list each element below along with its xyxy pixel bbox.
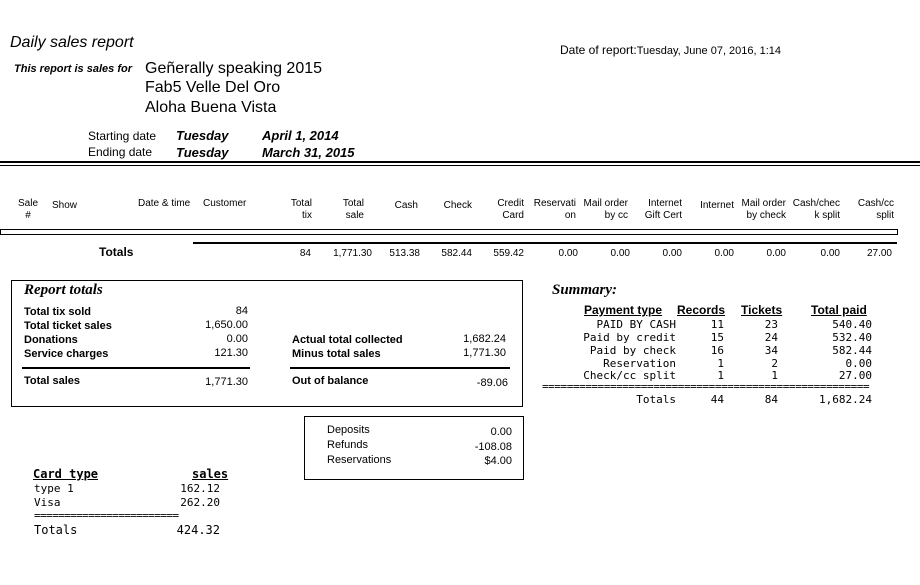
- summary-header-payment-type: Payment type: [584, 303, 663, 317]
- ending-date: March 31, 2015: [262, 145, 355, 160]
- col-res-line1: Reservati: [533, 198, 576, 209]
- minus-total-sales-value: 1,771.30: [463, 347, 506, 359]
- summary-row-4-records: 1: [717, 357, 724, 370]
- total-cash-value: 513.38: [389, 248, 420, 259]
- reservations-value: $4.00: [484, 455, 512, 467]
- col-sale-line1: Sale: [17, 198, 38, 209]
- col-cash-line1: Cash: [394, 200, 418, 211]
- total-internet-value: 0.00: [714, 248, 734, 259]
- ending-day: Tuesday: [176, 145, 229, 160]
- col-credit-line1: Credit: [497, 198, 524, 209]
- col-res-line2: on: [564, 210, 576, 221]
- total-sale-value: 1,771.30: [333, 248, 372, 259]
- summary-row-4-paid: 0.00: [845, 357, 872, 370]
- summary-row-3-type: Paid by check: [589, 344, 676, 357]
- totals-rule: [193, 242, 897, 244]
- col-igc-line1: Internet: [648, 198, 682, 209]
- report-date: [560, 43, 781, 57]
- col-internet-gift-cert: [632, 198, 682, 222]
- header-divider-bottom: [0, 165, 920, 166]
- actual-collected-label: Actual total collected: [292, 334, 403, 346]
- out-of-balance-label: Out of balance: [292, 375, 369, 387]
- summary-header-tickets: Tickets: [741, 303, 783, 317]
- report-for-label: This report is sales for: [14, 63, 132, 75]
- summary-row-1-tickets: 23: [764, 318, 778, 331]
- total-tix-sold-value: 84: [235, 305, 248, 317]
- total-mail-cc-value: 0.00: [610, 248, 630, 259]
- card-totals-value: 424.32: [176, 523, 220, 537]
- card-row-2-type: Visa: [34, 496, 61, 509]
- deposits-label: Deposits: [327, 424, 370, 436]
- col-customer-line1: Customer: [203, 198, 247, 209]
- refunds-value: -108.08: [474, 441, 512, 453]
- summary-row-2-type: Paid by credit: [583, 331, 676, 344]
- col-date-line1: Date & time: [138, 198, 191, 209]
- col-internet-line1: Internet: [700, 200, 734, 211]
- col-reservation: [530, 198, 576, 222]
- col-sale: [16, 198, 40, 222]
- col-cash-cc-split: [848, 198, 894, 222]
- venue-line-3: Aloha Buena Vista: [145, 99, 277, 116]
- table-totals-label: Totals: [99, 245, 134, 259]
- col-mail-order-check: [734, 198, 786, 222]
- total-mail-check-value: 0.00: [766, 248, 786, 259]
- summary-header-records: Records: [677, 303, 726, 317]
- col-tix-line2: tix: [302, 210, 312, 221]
- col-check: [430, 200, 472, 212]
- venue-line-1: Geñerally speaking 2015: [145, 60, 323, 77]
- col-igc-line2: Gift Cert: [644, 210, 682, 221]
- out-of-balance-value: -89.06: [476, 377, 508, 389]
- venue-line-2: Fab5 Velle Del Oro: [145, 79, 281, 96]
- report-totals-title: Report totals: [24, 282, 103, 298]
- total-reservation-value: 0.00: [558, 248, 578, 259]
- summary-separator: =====================================================: [542, 380, 870, 393]
- card-totals-label: Totals: [34, 523, 78, 537]
- ending-date-label: Ending date: [88, 145, 153, 159]
- col-mock-line1: Mail order: [741, 198, 786, 209]
- total-ticket-sales-label: Total ticket sales: [24, 320, 112, 332]
- summary-totals-tickets: 84: [764, 393, 778, 406]
- summary-row-3-tickets: 34: [764, 344, 778, 357]
- summary-row-5-records: 1: [717, 369, 724, 382]
- donations-value: 0.00: [226, 333, 248, 345]
- summary-row-2-tickets: 24: [764, 331, 778, 344]
- total-sales-value: 1,771.30: [205, 376, 248, 388]
- donations-label: Donations: [24, 334, 78, 346]
- starting-day: Tuesday: [176, 128, 229, 143]
- total-check-value: 582.44: [441, 248, 472, 259]
- total-gift-cert-value: 0.00: [662, 248, 682, 259]
- header-divider-top: [0, 161, 920, 163]
- total-check-split-value: 0.00: [820, 248, 840, 259]
- summary-row-3-paid: 582.44: [832, 344, 872, 357]
- summary-row-2-paid: 532.40: [832, 331, 872, 344]
- card-separator: ========================: [34, 509, 179, 522]
- col-mail-order-cc: [578, 198, 628, 222]
- summary-totals-label: Totals: [636, 393, 676, 406]
- total-sales-label: Total sales: [24, 375, 81, 387]
- total-tix-value: 84: [299, 248, 311, 259]
- col-cash: [378, 200, 418, 212]
- summary-totals-records: 44: [710, 393, 724, 406]
- col-show-line1: Show: [52, 200, 78, 211]
- card-row-1-sales: 162.12: [180, 482, 220, 495]
- summary-row-1-type: PAID BY CASH: [596, 318, 676, 331]
- actual-collected-value: 1,682.24: [463, 333, 506, 345]
- col-show: [52, 200, 77, 212]
- refunds-label: Refunds: [327, 439, 368, 451]
- total-ticket-sales-value: 1,650.00: [205, 319, 248, 331]
- col-internet: [690, 200, 734, 212]
- summary-row-5-tickets: 1: [771, 369, 778, 382]
- service-charges-value: 121.30: [214, 347, 248, 359]
- col-ccs-line2: k split: [814, 210, 840, 221]
- col-credit-line2: Card: [502, 210, 524, 221]
- summary-header-total-paid: Total paid: [811, 303, 867, 317]
- summary-row-3-records: 16: [710, 344, 724, 357]
- report-date-value: Tuesday, June 07, 2016, 1:14: [636, 45, 782, 57]
- col-mock-line2: by check: [746, 210, 786, 221]
- report-title: Daily sales report: [10, 34, 134, 51]
- card-row-2-sales: 262.20: [180, 496, 220, 509]
- col-total-sale: [324, 198, 364, 222]
- total-credit-value: 559.42: [493, 248, 524, 259]
- col-ccs-line1: Cash/chec: [792, 198, 840, 209]
- card-sales-header: sales: [192, 467, 229, 481]
- summary-row-1-records: 11: [710, 318, 724, 331]
- summary-row-4-type: Reservation: [603, 357, 676, 370]
- summary-row-4-tickets: 2: [771, 357, 778, 370]
- col-sale-total-line1: Total: [342, 198, 364, 209]
- col-date-time: [138, 198, 190, 210]
- col-customer: [203, 198, 246, 210]
- summary-totals-paid: 1,682.24: [819, 393, 872, 406]
- starting-date: April 1, 2014: [262, 128, 339, 143]
- col-credit-card: [484, 198, 524, 222]
- col-mocc-line1: Mail order: [583, 198, 628, 209]
- col-cccs-line2: split: [876, 210, 894, 221]
- table-header-border: [0, 229, 898, 235]
- col-mocc-line2: by cc: [604, 210, 628, 221]
- col-cash-check-split: [788, 198, 840, 222]
- card-row-1-type: type 1: [34, 482, 74, 495]
- col-check-line1: Check: [443, 200, 472, 211]
- deposits-value: 0.00: [490, 426, 512, 438]
- service-charges-label: Service charges: [24, 348, 109, 360]
- balance-rule: [290, 367, 510, 369]
- summary-row-2-records: 15: [710, 331, 724, 344]
- total-tix-sold-label: Total tix sold: [24, 306, 92, 318]
- summary-row-1-paid: 540.40: [832, 318, 872, 331]
- total-cc-split-value: 27.00: [866, 248, 892, 259]
- summary-row-5-type: Check/cc split: [583, 369, 676, 382]
- minus-total-sales-label: Minus total sales: [292, 348, 381, 360]
- report-date-label: Date of report:: [560, 43, 637, 57]
- col-sale-total-line2: sale: [345, 210, 364, 221]
- starting-date-label: Starting date: [88, 129, 157, 143]
- col-total-tix: [272, 198, 312, 222]
- col-tix-line1: Total: [290, 198, 312, 209]
- card-type-header: Card type: [33, 467, 99, 481]
- col-cccs-line1: Cash/cc: [857, 198, 894, 209]
- summary-row-5-paid: 27.00: [838, 369, 872, 382]
- col-sale-line2: #: [25, 210, 31, 221]
- reservations-label: Reservations: [327, 454, 392, 466]
- summary-title: Summary:: [552, 282, 618, 298]
- total-sales-rule: [22, 367, 250, 369]
